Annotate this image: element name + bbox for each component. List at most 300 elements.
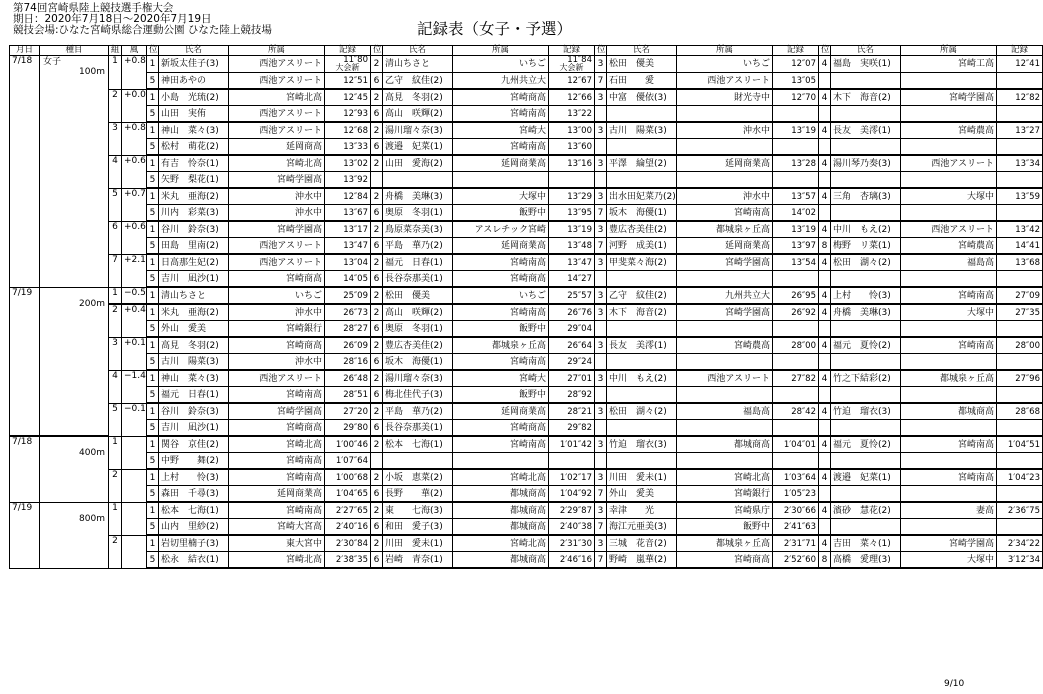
record: 13″05 [773,73,819,90]
place: 3 [595,56,607,73]
place: 5 [147,354,159,371]
place: 1 [147,89,159,106]
record: 29″80 [325,420,371,437]
record: 28″51 [325,387,371,404]
record: 12″51 [325,73,371,90]
place: 6 [371,271,383,288]
athlete-name: 長友 美澪(1) [831,122,901,139]
athlete-name: 神山 菜々(3) [159,370,229,387]
place: 2 [371,436,383,453]
heat-number: 1 [109,56,122,90]
affiliation: 延岡商業高 [677,155,773,172]
affiliation [901,271,997,288]
affiliation: 都城商高 [453,486,549,503]
athlete-name [831,420,901,437]
affiliation: 大塚中 [901,188,997,205]
affiliation: 延岡商高 [229,139,325,156]
record: 13″27 [997,122,1043,139]
wind-reading: −0.5 [122,287,147,304]
event-name: 800m [79,513,105,524]
affiliation [901,354,997,371]
record [549,453,595,470]
record: 13″54 [773,254,819,271]
place: 4 [819,502,831,519]
athlete-name [831,354,901,371]
record: 13″42 [997,221,1043,238]
athlete-name [383,453,453,470]
place: 1 [147,221,159,238]
affiliation: 宮崎南高 [229,502,325,519]
affiliation: 沖水中 [677,188,773,205]
affiliation: 宮崎学園高 [901,89,997,106]
heat-number: 3 [109,122,122,155]
affiliation: いちご [677,56,773,73]
record: 27″09 [997,287,1043,304]
place: 5 [147,387,159,404]
affiliation: 都城泉ヶ丘高 [453,337,549,354]
athlete-name [831,172,901,189]
place [819,387,831,404]
place: 3 [595,188,607,205]
table-row [10,155,1043,172]
affiliation: 宮崎銀行 [677,486,773,503]
affiliation [901,453,997,470]
record: 13″00 [549,122,595,139]
place: 6 [371,73,383,90]
affiliation: アスレチック宮崎 [453,221,549,238]
record [997,139,1043,156]
record: 2′40″16 [325,519,371,536]
record: 28″00 [773,337,819,354]
affiliation: いちご [229,287,325,304]
affiliation: 宮崎南高 [901,337,997,354]
athlete-name: 上村 怜(3) [831,287,901,304]
wind-reading [122,469,147,502]
athlete-name: 渡邉 妃菜(1) [383,139,453,156]
affiliation: 宮崎北高 [453,469,549,486]
table-row [10,321,1043,338]
heat-number: 4 [109,370,122,403]
affiliation: 宮崎南高 [453,139,549,156]
column-header: 位 [371,46,383,56]
affiliation: 宮崎学園高 [677,304,773,321]
place: 2 [371,122,383,139]
table-row [10,205,1043,222]
column-header: 風 [122,46,147,56]
place: 5 [147,139,159,156]
affiliation: 宮崎南高 [901,436,997,453]
record: 2′27″65 [325,502,371,519]
record: 2′36″75 [997,502,1043,519]
affiliation: 飯野中 [453,321,549,338]
place [819,205,831,222]
athlete-name: 三城 花音(2) [607,535,677,552]
place: 1 [147,122,159,139]
place: 2 [371,287,383,304]
athlete-name: 湯川琴乃奏(3) [831,155,901,172]
column-header: 種目 [40,46,109,56]
record: 2′29″87 [549,502,595,519]
record: 1′05″23 [773,486,819,503]
affiliation: 西池アスリート [677,370,773,387]
affiliation: 東大宮中 [229,535,325,552]
event-category: 女子 [43,57,62,67]
affiliation: 宮崎大 [453,370,549,387]
affiliation: 宮崎商高 [229,271,325,288]
record: 13″33 [325,139,371,156]
wind-reading [122,535,147,568]
table-row [10,304,1043,321]
record: 13″19 [773,122,819,139]
record: 29″24 [549,354,595,371]
place: 1 [147,469,159,486]
record: 1′04″51 [997,436,1043,453]
place: 3 [595,436,607,453]
affiliation: 九州共立大 [677,287,773,304]
record: 13″95 [549,205,595,222]
athlete-name: 高山 咲輝(2) [383,106,453,123]
athlete-name: 長谷奈那美(1) [383,420,453,437]
place: 3 [595,304,607,321]
athlete-name: 松田 優美 [383,287,453,304]
table-row [10,469,1043,486]
affiliation [901,519,997,536]
record: 2′52″60 [773,552,819,569]
athlete-name [607,354,677,371]
athlete-name: 長谷奈那美(1) [383,271,453,288]
table-row [10,56,1043,73]
athlete-name [607,106,677,123]
affiliation: 都城商高 [453,552,549,569]
athlete-name: 湯川瑠々奈(3) [383,370,453,387]
heat-number: 2 [109,469,122,502]
table-row [10,370,1043,387]
affiliation: 宮崎南高 [229,453,325,470]
record: 13″47 [325,238,371,255]
place [595,139,607,156]
record: 14″02 [773,205,819,222]
athlete-name: 奥原 冬羽(1) [383,205,453,222]
place: 4 [819,469,831,486]
athlete-name: 奥原 冬羽(1) [383,321,453,338]
meet-dates: 期日：2020年7月18日～2020年7月19日 [13,13,212,25]
wind-reading: +0.6 [122,221,147,254]
affiliation [901,420,997,437]
athlete-name [831,73,901,90]
affiliation [901,486,997,503]
wind-reading: +2.1 [122,254,147,287]
place [819,172,831,189]
athlete-name [831,321,901,338]
athlete-name: 松田 湖々(2) [831,254,901,271]
table-row [10,519,1043,536]
record: 12″67 [549,73,595,90]
affiliation: 宮崎農高 [901,122,997,139]
place: 2 [371,370,383,387]
record: 13″02 [325,155,371,172]
event-cell [40,56,109,288]
column-header: 氏名 [607,46,677,56]
athlete-name: 川田 愛未(1) [383,535,453,552]
event-name: 200m [79,298,105,309]
place: 2 [371,89,383,106]
record: 2′31″30 [549,535,595,552]
record: 1′04″92 [549,486,595,503]
record: 28″21 [549,403,595,420]
results-body [10,56,1043,569]
place [819,486,831,503]
record: 13″60 [549,139,595,156]
record [773,420,819,437]
record: 27″96 [997,370,1043,387]
affiliation: 九州共立大 [453,73,549,90]
athlete-name [607,172,677,189]
record-time: 11″84 [567,55,592,65]
affiliation [677,453,773,470]
place: 3 [595,287,607,304]
athlete-name: 竹之下結彩(2) [831,370,901,387]
heat-number: 7 [109,254,122,287]
athlete-name: 野崎 嵐華(2) [607,552,677,569]
table-row [10,486,1043,503]
athlete-name: 舟橋 美琳(3) [831,304,901,321]
page-number: 9/10 [944,679,965,689]
place: 2 [371,337,383,354]
affiliation: 西池アスリート [229,238,325,255]
place: 3 [595,221,607,238]
event-cell [40,436,109,502]
affiliation: 延岡商業高 [453,155,549,172]
place: 1 [147,155,159,172]
athlete-name [607,321,677,338]
affiliation: 宮崎北高 [677,469,773,486]
affiliation: 宮崎北高 [229,155,325,172]
meet-venue: 競技会場:ひなた宮崎県総合運動公園 ひなた陸上競技場 [13,24,272,36]
results-table [9,45,1043,569]
place: 4 [819,56,831,73]
athlete-name [607,139,677,156]
place: 6 [371,139,383,156]
athlete-name: 平島 華乃(2) [383,238,453,255]
affiliation: 宮崎商高 [453,420,549,437]
heat-number: 3 [109,337,122,370]
athlete-name: 中野 舞(2) [159,453,229,470]
athlete-name: 梅野 リ菜(1) [831,238,901,255]
affiliation: 沖水中 [677,122,773,139]
athlete-name: 川内 彩菜(3) [159,205,229,222]
athlete-name: 豊広杏美佳(2) [383,337,453,354]
affiliation [901,321,997,338]
table-row [10,403,1043,420]
place: 4 [819,122,831,139]
record: 28″92 [549,387,595,404]
place: 4 [819,304,831,321]
record [997,453,1043,470]
athlete-name: 高見 冬羽(2) [383,89,453,106]
record: 29″82 [549,420,595,437]
affiliation: 都城商高 [901,403,997,420]
affiliation: 飯野中 [453,205,549,222]
record [773,106,819,123]
athlete-name: 松本 七海(1) [159,502,229,519]
place: 2 [371,502,383,519]
column-header: 氏名 [159,46,229,56]
record [997,321,1043,338]
affiliation: 延岡商業高 [453,238,549,255]
wind-reading: +0.4 [122,304,147,337]
place: 5 [147,238,159,255]
place: 5 [147,205,159,222]
athlete-name: 幸津 光 [607,502,677,519]
athlete-name: 岩切里楠子(3) [159,535,229,552]
heat-number: 1 [109,436,122,469]
record: 13″67 [325,205,371,222]
affiliation: 宮崎工高 [901,56,997,73]
record: 2′30″66 [773,502,819,519]
athlete-name: 岩崎 青奈(1) [383,552,453,569]
place: 5 [147,519,159,536]
record: 13″28 [773,155,819,172]
athlete-name: 和田 愛子(3) [383,519,453,536]
place: 1 [147,502,159,519]
athlete-name: 中川 もえ(2) [607,370,677,387]
athlete-name: 乙守 紋佳(2) [383,73,453,90]
affiliation: 宮崎学園高 [229,221,325,238]
record: 12″70 [773,89,819,106]
record [997,73,1043,90]
event-date: 7/18 [10,56,40,288]
athlete-name: 関谷 京佳(2) [159,436,229,453]
place: 1 [147,56,159,73]
record: 14″05 [325,271,371,288]
meet-name: 第74回宮崎県陸上競技選手権大会 [13,2,174,14]
affiliation: 宮崎商高 [677,552,773,569]
affiliation: 宮崎商高 [453,271,549,288]
record: 26″48 [325,370,371,387]
place: 4 [819,370,831,387]
record: 2′41″63 [773,519,819,536]
affiliation: 宮崎南高 [677,205,773,222]
record [997,387,1043,404]
athlete-name: 外山 愛美 [159,321,229,338]
affiliation: 宮崎南高 [229,469,325,486]
heat-number: 1 [109,502,122,535]
table-row [10,271,1043,288]
place: 1 [147,287,159,304]
record: 13″17 [325,221,371,238]
affiliation: いちご [453,287,549,304]
affiliation [677,271,773,288]
place: 6 [371,205,383,222]
record: 14″27 [549,271,595,288]
athlete-name: 高橋 愛理(3) [831,552,901,569]
record: 12″41 [997,56,1043,73]
affiliation [901,205,997,222]
place: 4 [819,403,831,420]
affiliation: 妻高 [901,502,997,519]
affiliation: 西池アスリート [229,106,325,123]
affiliation: 宮崎学園高 [901,535,997,552]
athlete-name: 平澤 綸望(2) [607,155,677,172]
heat-number: 5 [109,403,122,436]
athlete-name: 松田 優美 [607,56,677,73]
place: 7 [595,552,607,569]
place: 3 [595,89,607,106]
wind-reading: +0.8 [122,56,147,90]
wind-reading: −0.1 [122,403,147,436]
affiliation: 宮崎大宮高 [229,519,325,536]
table-row [10,122,1043,139]
record: 27″82 [773,370,819,387]
affiliation: 大塚中 [901,304,997,321]
table-row [10,238,1043,255]
record: 12″68 [325,122,371,139]
athlete-name: 濱砂 慧花(2) [831,502,901,519]
record [997,420,1043,437]
affiliation: 福島高 [901,254,997,271]
record: 27″20 [325,403,371,420]
column-header: 位 [595,46,607,56]
athlete-name: 松本 七海(1) [383,436,453,453]
athlete-name: 小坂 恵菜(2) [383,469,453,486]
athlete-name: 山内 里紗(2) [159,519,229,536]
record: 13″68 [997,254,1043,271]
event-date: 7/18 [10,436,40,502]
table-row [10,139,1043,156]
record-time: 11″80 [343,55,368,65]
place [595,321,607,338]
athlete-name: 山田 愛海(2) [383,155,453,172]
place [595,354,607,371]
athlete-name: 木下 海音(2) [831,89,901,106]
record: 12″84 [325,188,371,205]
affiliation: 宮崎銀行 [229,321,325,338]
record: 27″35 [997,304,1043,321]
place [819,106,831,123]
place: 5 [147,172,159,189]
place: 5 [147,453,159,470]
athlete-name [831,271,901,288]
affiliation: 宮崎学園高 [677,254,773,271]
athlete-name: 矢野 梨花(1) [159,172,229,189]
table-row [10,436,1043,453]
athlete-name: 外山 愛美 [607,486,677,503]
affiliation: 宮崎南高 [901,287,997,304]
event-cell [40,502,109,568]
place [371,172,383,189]
record [997,205,1043,222]
place: 5 [147,486,159,503]
column-header: 氏名 [831,46,901,56]
place: 4 [819,254,831,271]
athlete-name: 梅北佳代子(3) [383,387,453,404]
wind-reading: +0.1 [122,337,147,370]
affiliation: 宮崎南高 [453,106,549,123]
record [773,271,819,288]
athlete-name [607,387,677,404]
record: 2′38″35 [325,552,371,569]
wind-reading: +0.7 [122,188,147,221]
column-header: 組 [109,46,122,56]
affiliation: 延岡商業高 [677,238,773,255]
place: 7 [595,73,607,90]
athlete-name: 出水田妃菜乃(2) [607,188,677,205]
place: 3 [595,122,607,139]
affiliation: 宮崎北高 [229,89,325,106]
record [997,519,1043,536]
place: 7 [595,486,607,503]
place: 3 [595,535,607,552]
